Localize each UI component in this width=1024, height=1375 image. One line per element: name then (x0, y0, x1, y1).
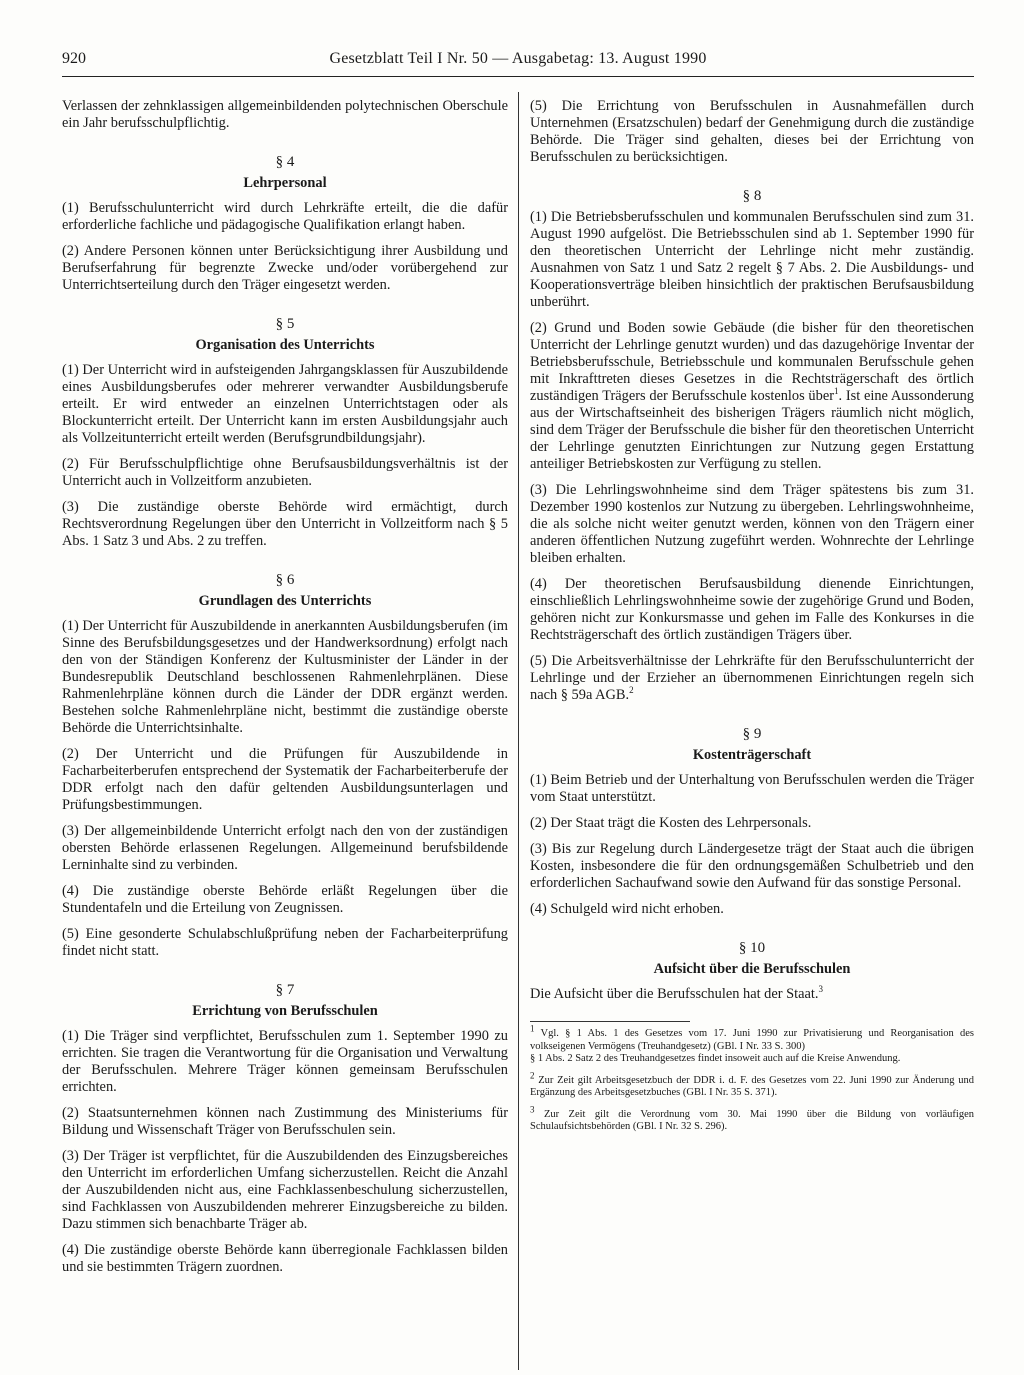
paragraph: (1) Berufsschulunterricht wird durch Lehrkräfte erteilt, die die dafür erforderliche fachliche und pädagogische Qualifikation erlangt haben. (62, 200, 508, 233)
paragraph (530, 986, 974, 1003)
paragraph: (2) Für Berufsschulpflichtige ohne Berufsausbildungsverhältnis ist der Unterricht auch in Vollzeitform anzubieten. (62, 456, 508, 489)
paragraph: (1) Beim Betrieb und der Unterhaltung von Berufsschulen werden die Träger vom Staat unterstützt. (530, 772, 974, 805)
paragraph: (3) Bis zur Regelung durch Ländergesetze trägt der Staat auch die übrigen Kosten, insbesondere die für den ordnungsgemäßen Schulbetrieb und den erforderlichen Sachaufwand sowie den Aufwand für das sonstige Personal. (530, 841, 974, 891)
paragraph-text: (2) Grund und Boden sowie Gebäude (die bisher für den theoretischen Unterricht der Lehrlinge genutzt wurden) und das dazugehörige Inventar der Betriebsberufsschule, Betriebsschule und kommunalen Berufsschule gehen mit Inkrafttreten dieses Gesetzes in die Rechtsträgerschaft des örtlich zuständigen Trägers der Berufsschule kostenlos über (530, 320, 974, 404)
paragraph: (4) Schulgeld wird nicht erhoben. (530, 901, 724, 917)
section-number: § 8 (742, 188, 762, 204)
paragraph: (2) Der Unterricht und die Prüfungen für Auszubildende in Facharbeiterberufen entsprechend der Systematik der Facharbeiterberufe der DDR erfolgt nach den dafür geltenden Ausbildungsunterlagen und Prüfungsbestimmungen. (62, 746, 508, 813)
section-title: Grundlagen des Unterrichts (198, 593, 372, 609)
footnote-mark: 2 (530, 1070, 535, 1080)
paragraph: (1) Der Unterricht für Auszubildende in anerkannten Ausbildungsberufen (im Sinne des Berufsbildungsgesetzes und der Handwerksordnung) erfolgt nach den von der Ständigen Konferenz der Kultusminister der Länder in der Bundesrepublik Deutschland beschlossenen Rahmenlehrplänen. Diese Rahmenlehrpläne können durch die Länder der DDR ergänzt werden. Bestehen solche Rahmenlehrpläne nicht, bestimmt die zuständige oberste Behörde die Unterrichtsinhalte. (62, 618, 508, 736)
paragraph: (2) Staatsunternehmen können nach Zustimmung des Ministeriums für Bildung und Wissenschaft Träger von Berufsschulen sein. (62, 1105, 508, 1138)
footnote (530, 1023, 975, 1066)
paragraph: (1) Der Unterricht wird in aufsteigenden Jahrgangsklassen für Auszubildende eines Ausbildungsberufes oder mehrerer verwandter Ausbildungsberufe erteilt. Er wird entweder an einzelnen Unterrichtstagen oder als Blockunterricht erteilt. Der Unterricht kann im ersten Ausbildungsjahr auch als Vollzeitunterricht erteilt werden (Berufsgrundbildungsjahr). (62, 362, 508, 446)
section-title: Lehrpersonal (243, 175, 327, 191)
footnote-mark: 1 (530, 1023, 535, 1034)
section-number: § 7 (275, 982, 295, 998)
section-title: Kostenträgerschaft (692, 747, 812, 763)
footnote-text: Zur Zeit gilt Arbeitsgesetzbuch der DDR i. d. F. des Gesetzes vom 22. Juni 1990 zur Änderung und Ergänzung des Arbeitsgesetzbuches (GBl. I Nr. 35 S. 371). (530, 1074, 975, 1098)
footnote-ref: 3 (818, 984, 824, 995)
section-title: Errichtung von Berufsschulen (192, 1003, 378, 1019)
paragraph: (4) Die zuständige oberste Behörde erläßt Regelungen über die Stundentafeln und die Erteilung von Zeugnissen. (62, 883, 508, 916)
section-title: Organisation des Unterrichts (195, 337, 375, 353)
section-number: § 10 (738, 940, 766, 956)
paragraph (530, 320, 974, 473)
paragraph: (3) Die zuständige oberste Behörde wird ermächtigt, durch Rechtsverordnung Regelungen über den Unterricht in Vollzeitform nach § 5 Abs. 1 Satz 3 und Abs. 2 zu treffen. (62, 499, 508, 549)
footnote-text: Zur Zeit gilt die Verordnung vom 30. Mai 1990 über die Bildung von vorläufigen Schulaufsichtsbehörden (GBl. I Nr. 32 S. 296). (530, 1108, 974, 1132)
paragraph (530, 653, 974, 704)
paragraph: Verlassen der zehnklassigen allgemeinbildenden polytechnischen Oberschule ein Jahr berufsschulpflichtig. (62, 98, 508, 131)
footnote-ref: 1 (834, 386, 839, 397)
paragraph: (5) Die Errichtung von Berufsschulen in Ausnahmefällen durch Unternehmen (Ersatzschulen) bedarf der Genehmigung durch die zuständige Behörde. Die Träger sind gehalten, dieses bei der Errichtung von Berufsschulen zu berücksichtigen. (530, 98, 974, 165)
publication-title: Gesetzblatt Teil I Nr. 50 — Ausgabetag: 13. August 1990 (329, 50, 707, 67)
footnote (530, 1070, 975, 1100)
paragraph: (2) Der Staat trägt die Kosten des Lehrpersonals. (530, 815, 812, 831)
left-column (62, 98, 508, 1285)
paragraph-text: (5) Die Arbeitsverhältnisse der Lehrkräfte für den Berufsschulunterricht der Lehrlinge und der Erzieher an übernommenen Einrichtungen regeln sich nach § 59a AGB. (530, 653, 974, 703)
column-divider (518, 92, 519, 1370)
paragraph: (4) Die zuständige oberste Behörde kann überregionale Fachklassen bilden und sie bestimmten Trägern zuordnen. (62, 1242, 508, 1275)
footnote-text: Vgl. § 1 Abs. 1 des Gesetzes vom 17. Juni 1990 zur Privatisierung und Reorganisation des volkseigenen Vermögens (Treuhandgesetz) (GBl. I Nr. 33 S. 300) (530, 1028, 975, 1052)
paragraph: (1) Die Träger sind verpflichtet, Berufsschulen zum 1. September 1990 zu errichten. Sie tragen die Verantwortung für die Organisation und Verwaltung der Berufsschulen. Mehrere Träger können gemeinsam Berufsschulen errichten. (62, 1028, 508, 1095)
paragraph: (3) Die Lehrlingswohnheime sind dem Träger spätestens bis zum 31. Dezember 1990 kostenlos zur Nutzung zu übergeben. Lehrlingswohnheime, die als solche nicht weiter genutzt werden, können von den Trägern einer anderen öffentlichen Nutzung zugeführt werden. Wohnrechte der Lehrlinge bleiben erhalten. (530, 482, 974, 566)
right-column (530, 98, 974, 1143)
footnote-ref: 2 (629, 685, 634, 696)
page-header (62, 48, 974, 77)
section-title: Aufsicht über die Berufsschulen (653, 961, 851, 977)
footnote-mark: 3 (530, 1104, 535, 1114)
section-number: § 4 (275, 154, 295, 170)
section-number: § 6 (275, 572, 295, 588)
paragraph: (1) Die Betriebsberufsschulen und kommunalen Berufsschulen sind zum 31. August 1990 aufgelöst. Die Betriebsschulen sind ab 1. September 1990 für den theoretischen Unterricht der Lehrlinge nicht mehr zuständig. Ausnahmen von Satz 1 und Satz 2 regelt § 7 Abs. 2. Die Ausbildungs- und Kooperationsverträge bleiben hinsichtlich der praktischen Berufsausbildung unberührt. (530, 209, 974, 310)
footnote (530, 1104, 974, 1134)
paragraph: (5) Eine gesonderte Schulabschlußprüfung neben der Facharbeiterprüfung findet nicht statt. (62, 926, 508, 959)
paragraph: (2) Andere Personen können unter Berücksichtigung ihrer Ausbildung und Berufserfahrung für begrenzte Zwecke und/oder vorübergehend zur Unterrichtserteilung durch den Träger eingesetzt werden. (62, 243, 508, 293)
section-number: § 9 (742, 726, 762, 742)
paragraph-text: Die Aufsicht über die Berufsschulen hat der Staat. (530, 986, 819, 1002)
paragraph: (3) Der Träger ist verpflichtet, für die Auszubildenden des Einzugsbereiches den Unterricht im erforderlichen Umfang sicherzustellen. Reicht die Anzahl der Auszubildenden nicht aus, eine Fachklassenbeschulung sicherzustellen, sind Fachklassen von Auszubildenden mehrerer Einzugsbereiche zu bilden. Dazu stimmen sich benachbarte Träger ab. (62, 1148, 508, 1232)
paragraph: (3) Der allgemeinbildende Unterricht erfolgt nach den von der zuständigen obersten Behörde erlassenen Regelungen. Allgemeinund berufsbildende Lerninhalte sind zu verbinden. (62, 823, 508, 873)
page-number: 920 (62, 50, 86, 67)
footnote-text: § 1 Abs. 2 Satz 2 des Treuhandgesetzes findet insoweit auch auf die Kreise Anwendung. (530, 1053, 901, 1064)
paragraph: (4) Der theoretischen Berufsausbildung dienende Einrichtungen, einschließlich Lehrlingswohnheime sowie der zugehörige Grund und Boden, gehören nicht zur Konkursmasse und gehen im Falle des Konkurses in die Rechtsträgerschaft des örtlich zuständigen Trägers über. (530, 576, 974, 643)
paragraph-text: . Ist eine Aussonderung aus der Wirtschaftseinheit des bisherigen Trägers räumlich nicht möglich, sind dem Träger der Berufsschule die bisher für den theoretischen Unterricht der Lehrlinge genutzten Einrichtungen zur Nutzung gegen Erstattung anteiliger Betriebskosten zur Verfügung zu stellen. (530, 388, 974, 472)
section-number: § 5 (275, 316, 295, 332)
footnote-rule (530, 1021, 690, 1022)
